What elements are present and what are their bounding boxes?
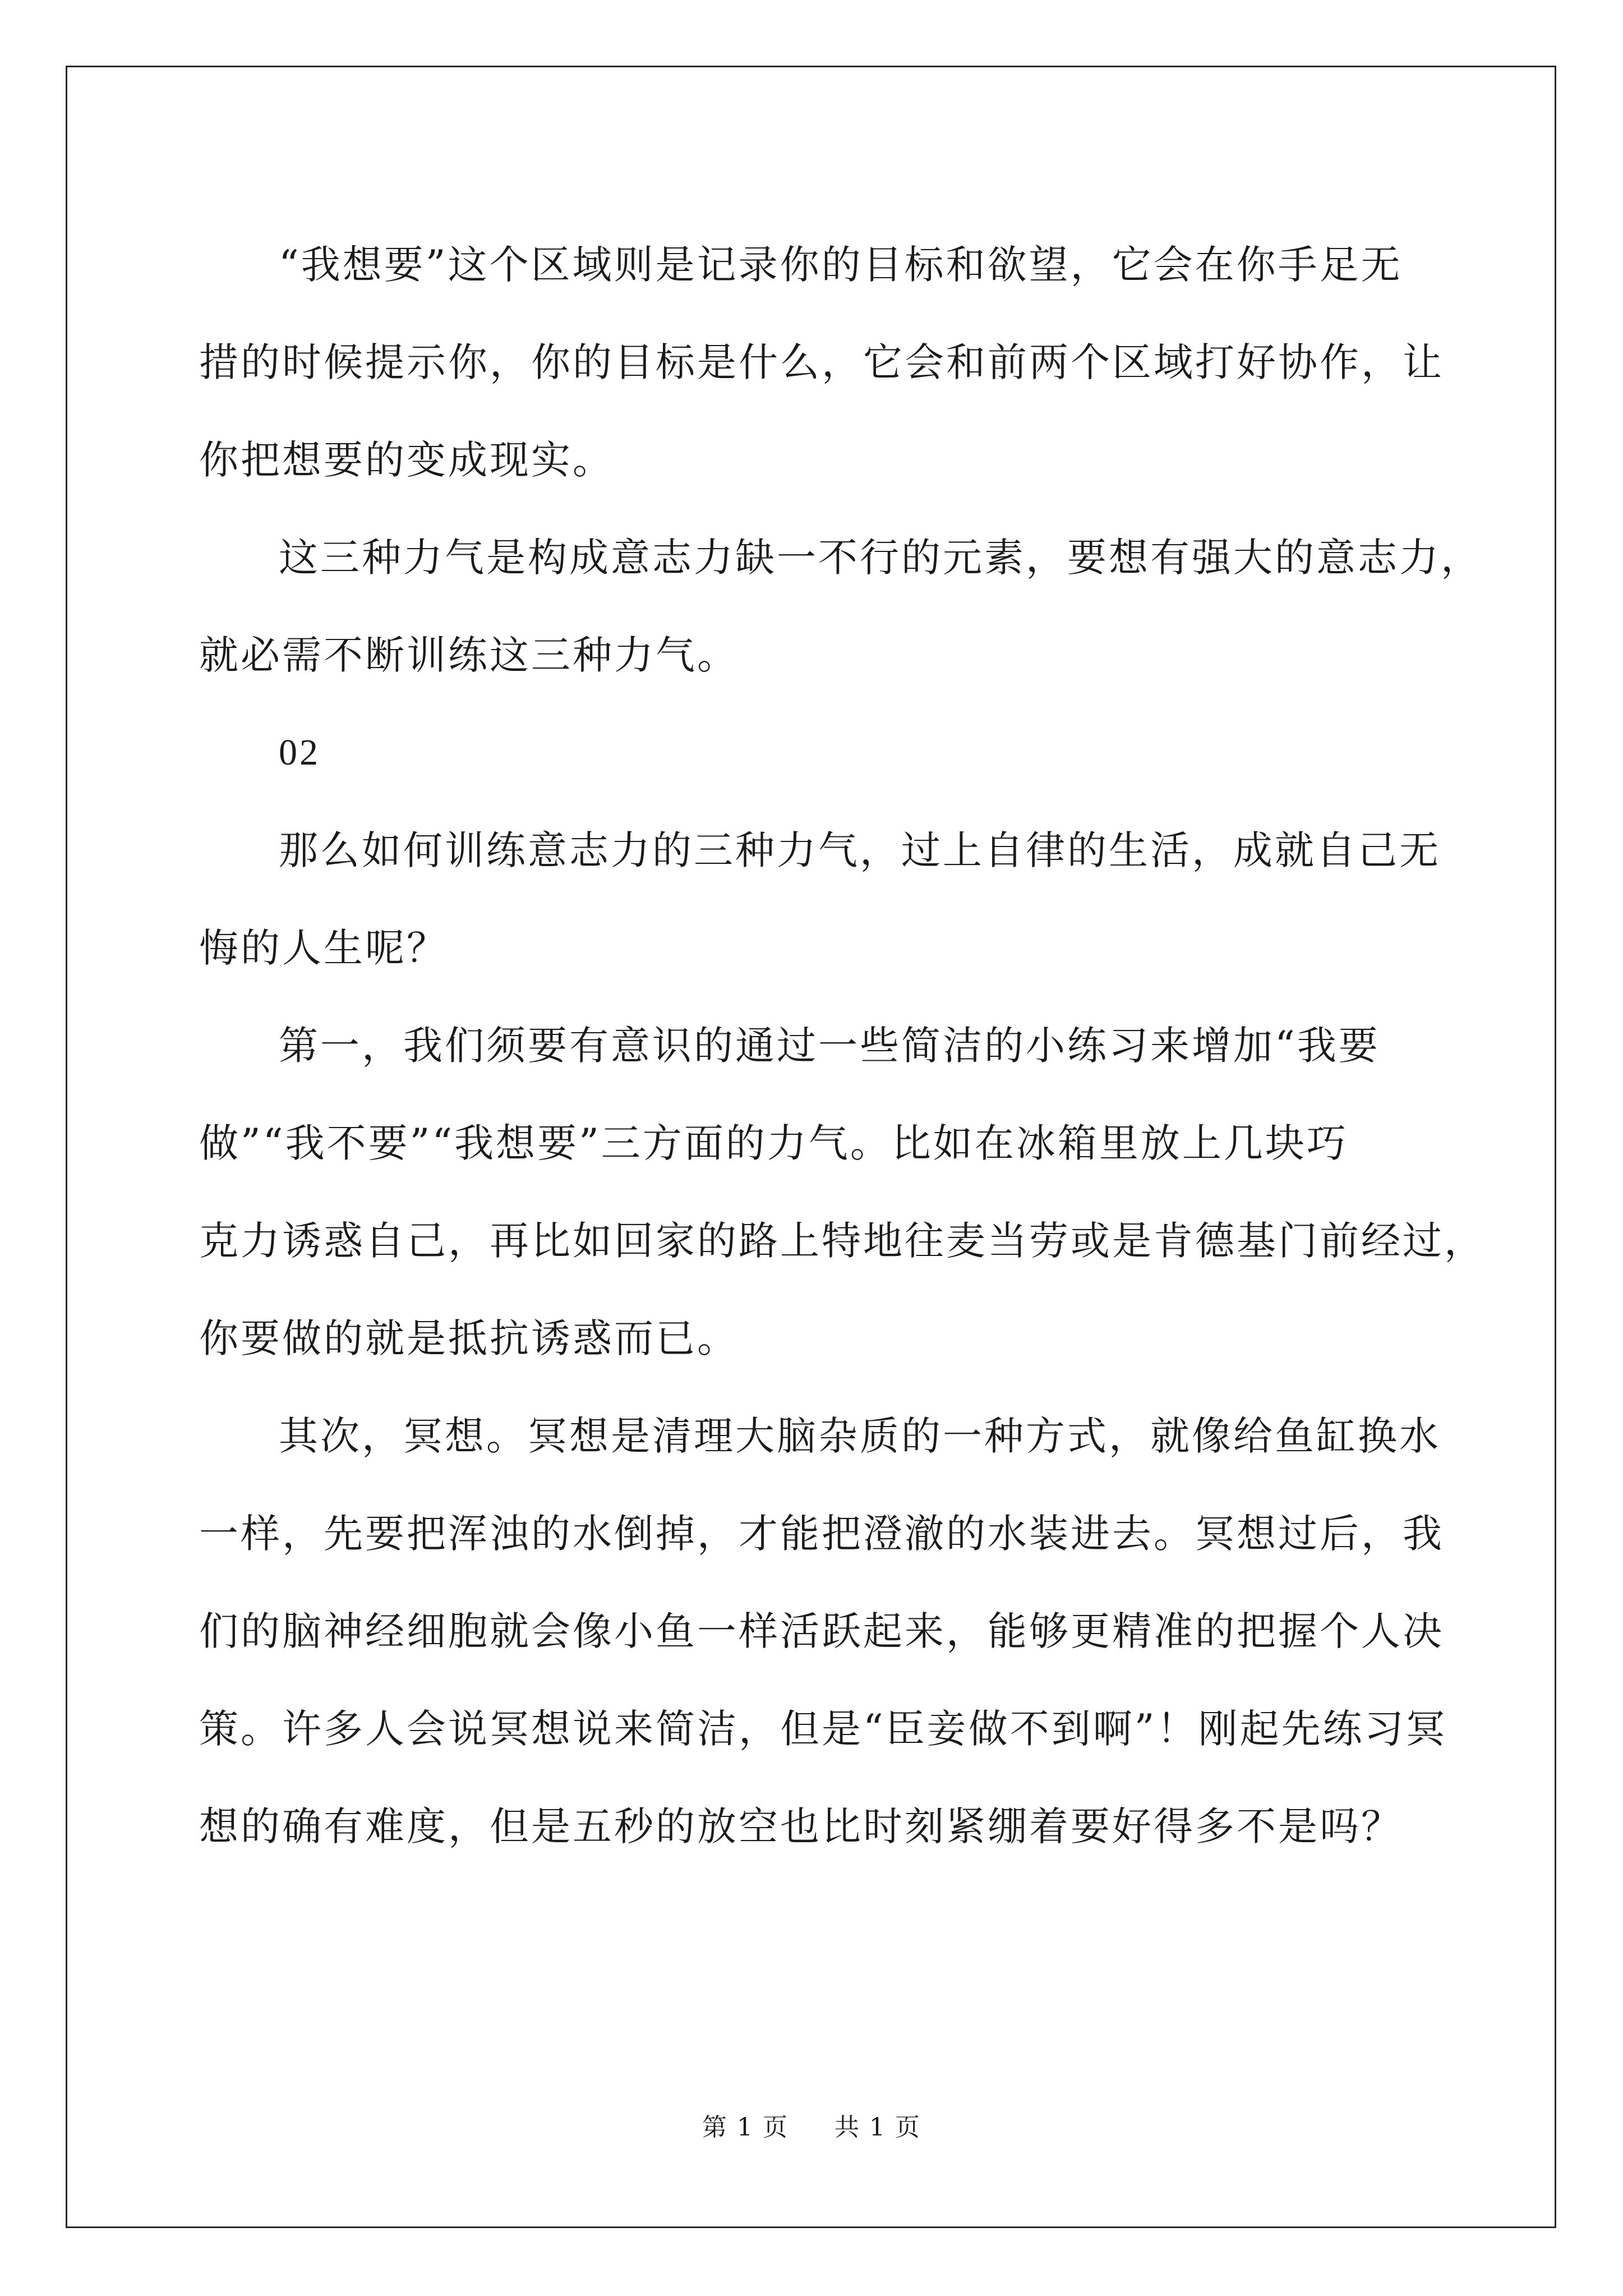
section-number: 02 [279,732,320,773]
paragraph-6-line-4: 策。许多人会说冥想说来简洁，但是“臣妾做不到啊”！刚起先练习冥 [199,1706,1447,1752]
paragraph-5-line-3: 克力诱惑自己，再比如回家的路上特地往麦当劳或是肯德基门前经过， [199,1218,1486,1264]
paragraph-5-line-1: 第一，我们须要有意识的通过一些简洁的小练习来增加“我要 [279,1023,1380,1069]
paragraph-4-line-2: 悔的人生呢？ [199,925,448,971]
page-total-label: 共 1 页 [834,2113,921,2142]
paragraph-6-line-5: 想的确有难度，但是五秒的放空也比时刻紧绷着要好得多不是吗？ [199,1803,1403,1849]
page-footer [0,2111,1623,2145]
document-body [199,216,1486,1875]
paragraph-1-line-1: “我想要”这个区域则是记录你的目标和欲望，它会在你手足无 [279,242,1403,288]
paragraph-1-line-3: 你把想要的变成现实。 [199,437,614,483]
paragraph-6-line-2: 一样，先要把浑浊的水倒掉，才能把澄澈的水装进去。冥想过后，我 [199,1511,1444,1557]
paragraph-5-line-4: 你要做的就是抵抗诱惑而已。 [199,1315,739,1361]
paragraph-6-line-1: 其次，冥想。冥想是清理大脑杂质的一种方式，就像给鱼缸换水 [279,1413,1441,1459]
paragraph-2-line-2: 就必需不断训练这三种力气。 [199,632,739,678]
paragraph-5-line-2: 做”“我不要”“我想要”三方面的力气。比如在冰箱里放上几块巧 [199,1120,1348,1166]
paragraph-6-line-3: 们的脑神经细胞就会像小鱼一样活跃起来，能够更精准的把握个人决 [199,1608,1444,1654]
paragraph-4-line-1: 那么如何训练意志力的三种力气，过上自律的生活，成就自己无 [279,827,1441,873]
paragraph-2-line-1: 这三种力气是构成意志力缺一不行的元素，要想有强大的意志力， [279,535,1482,581]
page-current-label: 第 1 页 [702,2113,789,2142]
paragraph-1-line-2: 措的时候提示你，你的目标是什么，它会和前两个区域打好协作，让 [199,339,1444,385]
